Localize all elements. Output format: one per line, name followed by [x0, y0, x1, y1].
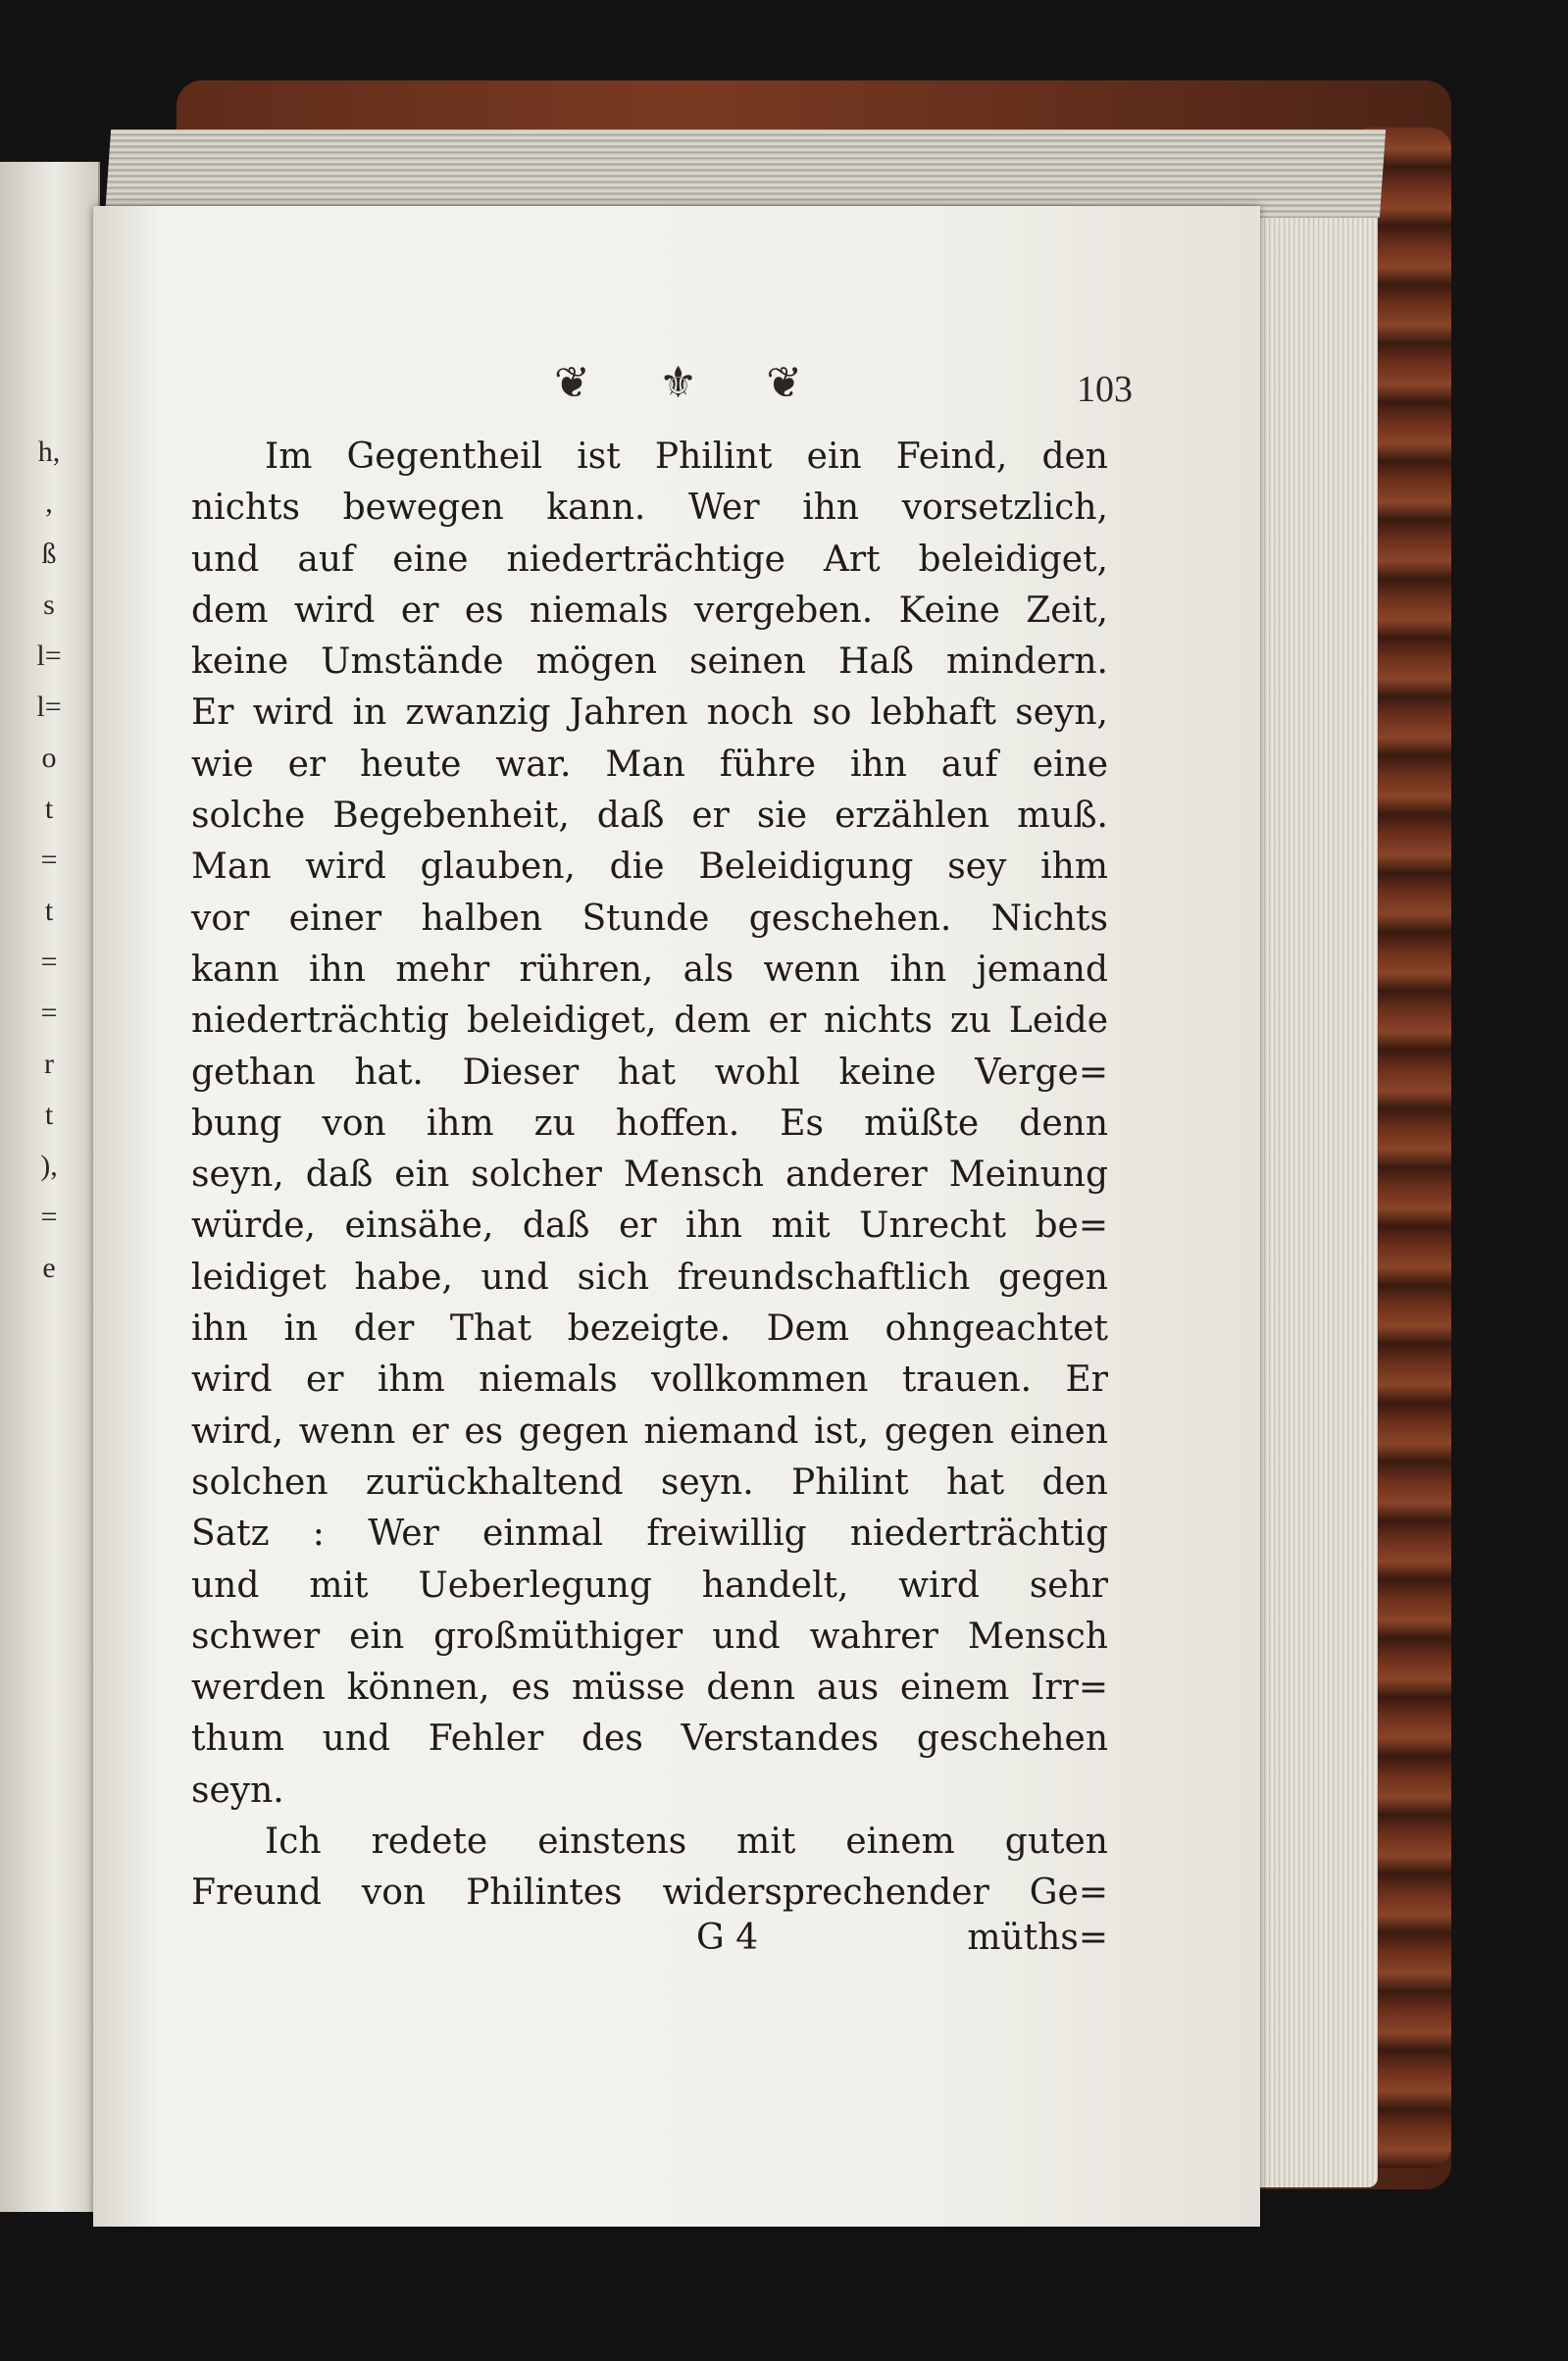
text-line: dem wird er es niemals vergeben. Keine Zeit,: [191, 590, 1108, 631]
left-page-fragments: [0, 427, 98, 1294]
text-line: Satz : Wer einmal freiwillig niederträchtig: [191, 1514, 1108, 1555]
left-page-fragment: o: [41, 742, 57, 774]
body-text: [191, 432, 1108, 1920]
text-line: Im Gegentheil ist Philint ein Feind, den: [265, 436, 1108, 477]
text-line: wird er ihm niemals vollkommen trauen. Er: [191, 1360, 1108, 1401]
left-page-fragment: h,: [37, 436, 61, 468]
left-page-fragment: s: [43, 589, 55, 621]
page-number: 103: [1077, 369, 1133, 410]
text-line: nichts bewegen kann. Wer ihn vorsetzlich,: [191, 488, 1108, 529]
text-line: wie er heute war. Man führe ihn auf eine: [191, 744, 1108, 785]
text-line: solchen zurückhaltend seyn. Philint hat den: [191, 1462, 1108, 1503]
text-line: Ich redete einstens mit einem guten: [265, 1822, 1108, 1863]
left-page-fragment: r: [44, 1048, 54, 1080]
text-line: würde, einsähe, daß er ihn mit Unrecht be=: [191, 1206, 1108, 1247]
page-footer: [191, 1918, 1108, 1976]
text-line: niederträchtig beleidiget, dem er nichts zu Leide: [191, 1001, 1108, 1042]
text-line: seyn, daß ein solcher Mensch anderer Meinung: [191, 1155, 1108, 1196]
text-line: seyn.: [191, 1770, 284, 1811]
header-ornament: ❦ ⚜ ❦: [554, 358, 831, 408]
text-line: ihn in der That bezeigte. Dem ohngeachtet: [191, 1309, 1108, 1350]
text-line: und mit Ueberlegung handelt, wird sehr: [191, 1565, 1108, 1606]
catchword: müths=: [967, 1918, 1108, 1958]
paragraph-1: [191, 432, 1108, 1817]
left-page-fragment: l=: [36, 691, 62, 723]
left-page-fragment: l=: [36, 640, 62, 672]
text-line: Freund von Philintes widersprechender Ge=: [191, 1873, 1108, 1914]
left-page-fragment: e: [42, 1252, 56, 1284]
left-page-fragment: =: [40, 1201, 58, 1233]
left-page-fragment: =: [40, 946, 58, 978]
text-line: Er wird in zwanzig Jahren noch so lebhaft seyn,: [191, 693, 1108, 734]
text-line: gethan hat. Dieser hat wohl keine Verge=: [191, 1052, 1108, 1093]
text-line: wird, wenn er es gegen niemand ist, gegen einen: [191, 1411, 1108, 1452]
text-line: leidiget habe, und sich freundschaftlich gegen: [191, 1257, 1108, 1298]
left-page-fragment: t: [44, 793, 54, 825]
left-page-fragment: ),: [40, 1150, 58, 1182]
left-page: [0, 162, 100, 2212]
left-page-fragment: t: [44, 895, 54, 927]
left-page-fragment: ß: [41, 538, 57, 570]
left-page-fragment: =: [40, 997, 58, 1029]
page-header: [289, 358, 1133, 427]
text-line: werden können, es müsse denn aus einem Irr=: [191, 1668, 1108, 1709]
text-line: solche Begebenheit, daß er sie erzählen muß.: [191, 796, 1108, 837]
text-line: und auf eine niederträchtige Art beleidiget,: [191, 539, 1108, 580]
text-line: schwer ein großmüthiger und wahrer Mensch: [191, 1616, 1108, 1657]
text-line: keine Umstände mögen seinen Haß mindern.: [191, 642, 1108, 683]
text-line: thum und Fehler des Verstandes geschehen: [191, 1719, 1108, 1760]
text-line: kann ihn mehr rühren, als wenn ihn jemand: [191, 949, 1108, 990]
text-line: Man wird glauben, die Beleidigung sey ihm: [191, 847, 1108, 888]
left-page-fragment: =: [40, 844, 58, 876]
left-page-fragment: t: [44, 1099, 54, 1131]
right-page: [93, 206, 1260, 2227]
text-line: bung von ihm zu hoffen. Es müßte denn: [191, 1103, 1108, 1144]
signature-mark: G 4: [696, 1918, 759, 1958]
left-page-fragment: ,: [45, 487, 53, 519]
paragraph-2: [191, 1817, 1108, 1920]
page-block-edge: [1255, 147, 1378, 2187]
page-top-edge: [105, 129, 1386, 218]
text-line: vor einer halben Stunde geschehen. Nichts: [191, 898, 1108, 939]
